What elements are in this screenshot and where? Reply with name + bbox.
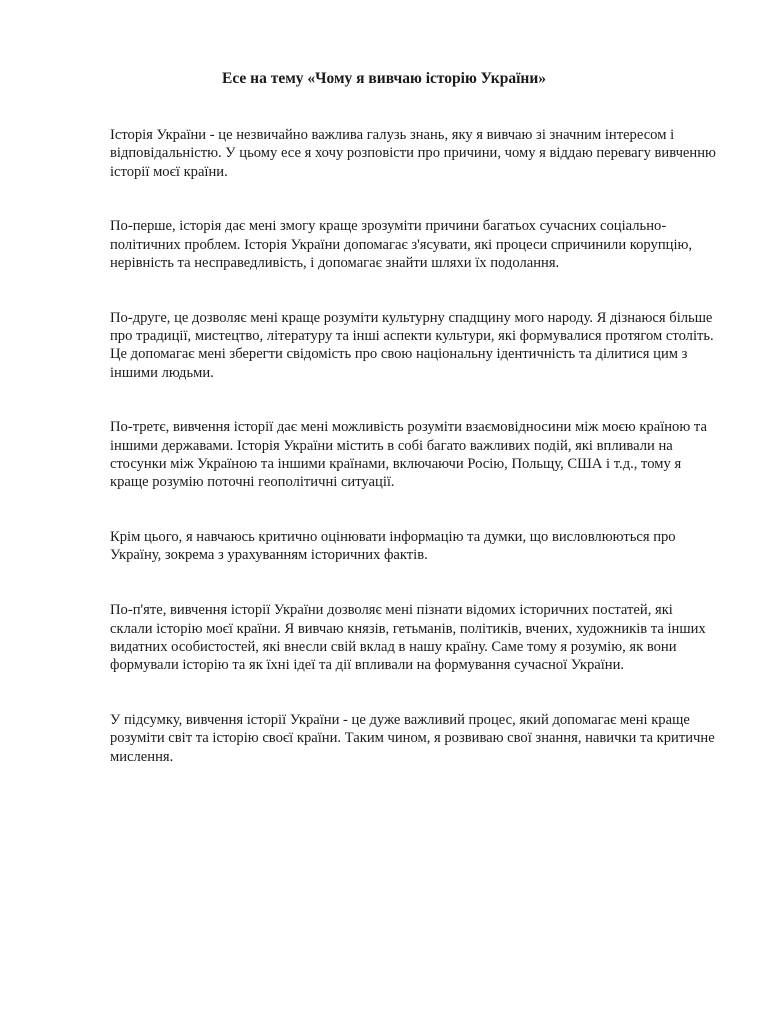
- paragraph-critical-thinking: Крім цього, я навчаюсь критично оцінювати інформацію та думки, що висловлюються про Україну, зокрема з урахуванням історичних фактів.: [110, 529, 676, 564]
- paragraph-conclusion: У підсумку, вивчення історії України - це дуже важливий процес, який допомагає мені краще розуміти світ та історію своєї країни. Таким чином, я розвиваю свої знання, навички та критичне мислення.: [110, 711, 715, 765]
- paragraph-third-reason: По-третє, вивчення історії дає мені можливість розуміти взаємовідносини між моєю країною та іншими державами. Історія України містить в собі багато важливих подій, які впливали на стосунки між Україною та іншими країнами, включаючи Росію, Польщу, США і т.д., тому я краще розумію поточні геополітичні ситуації.: [110, 419, 707, 491]
- paragraph-fifth-reason: По-п'яте, вивчення історії України дозволяє мені пізнати відомих історичних постатей, які склали історію моєї країни. Я вивчаю князів, гетьманів, політиків, вчених, художників та інших видатних особистостей, які внесли свій вклад в нашу країну. Саме тому я розумію, як вони формували історію та як їхні ідеї та дії впливали на формування сучасної України.: [110, 602, 706, 674]
- paragraph-second-reason: По-друге, це дозволяє мені краще розуміти культурну спадщину мого народу. Я дізнаюся більше про традиції, мистецтво, літературу та інші аспекти культури, які формувалися протягом століть. Це допомагає мені зберегти свідомість про свою національну ідентичність та ділитися цим з іншими людьми.: [110, 309, 714, 381]
- paragraph-intro: Історія України - це незвичайно важлива галузь знань, яку я вивчаю зі значним інтересом і відповідальністю. У цьому есе я хочу розповісти про причини, чому я віддаю перевагу вивченню історії моєї країни.: [110, 127, 716, 180]
- document-body: [110, 126, 716, 766]
- document-title: Есе на тему «Чому я вивчаю історію України»: [221, 70, 547, 87]
- paragraph-first-reason: По-перше, історія дає мені змогу краще зрозуміти причини багатьох сучасних соціально-політичних проблем. Історія України допомагає з'ясувати, які процеси спричинили корупцію, нерівність та несправедливість, і допомагає знайти шляхи їх подолання.: [110, 218, 693, 271]
